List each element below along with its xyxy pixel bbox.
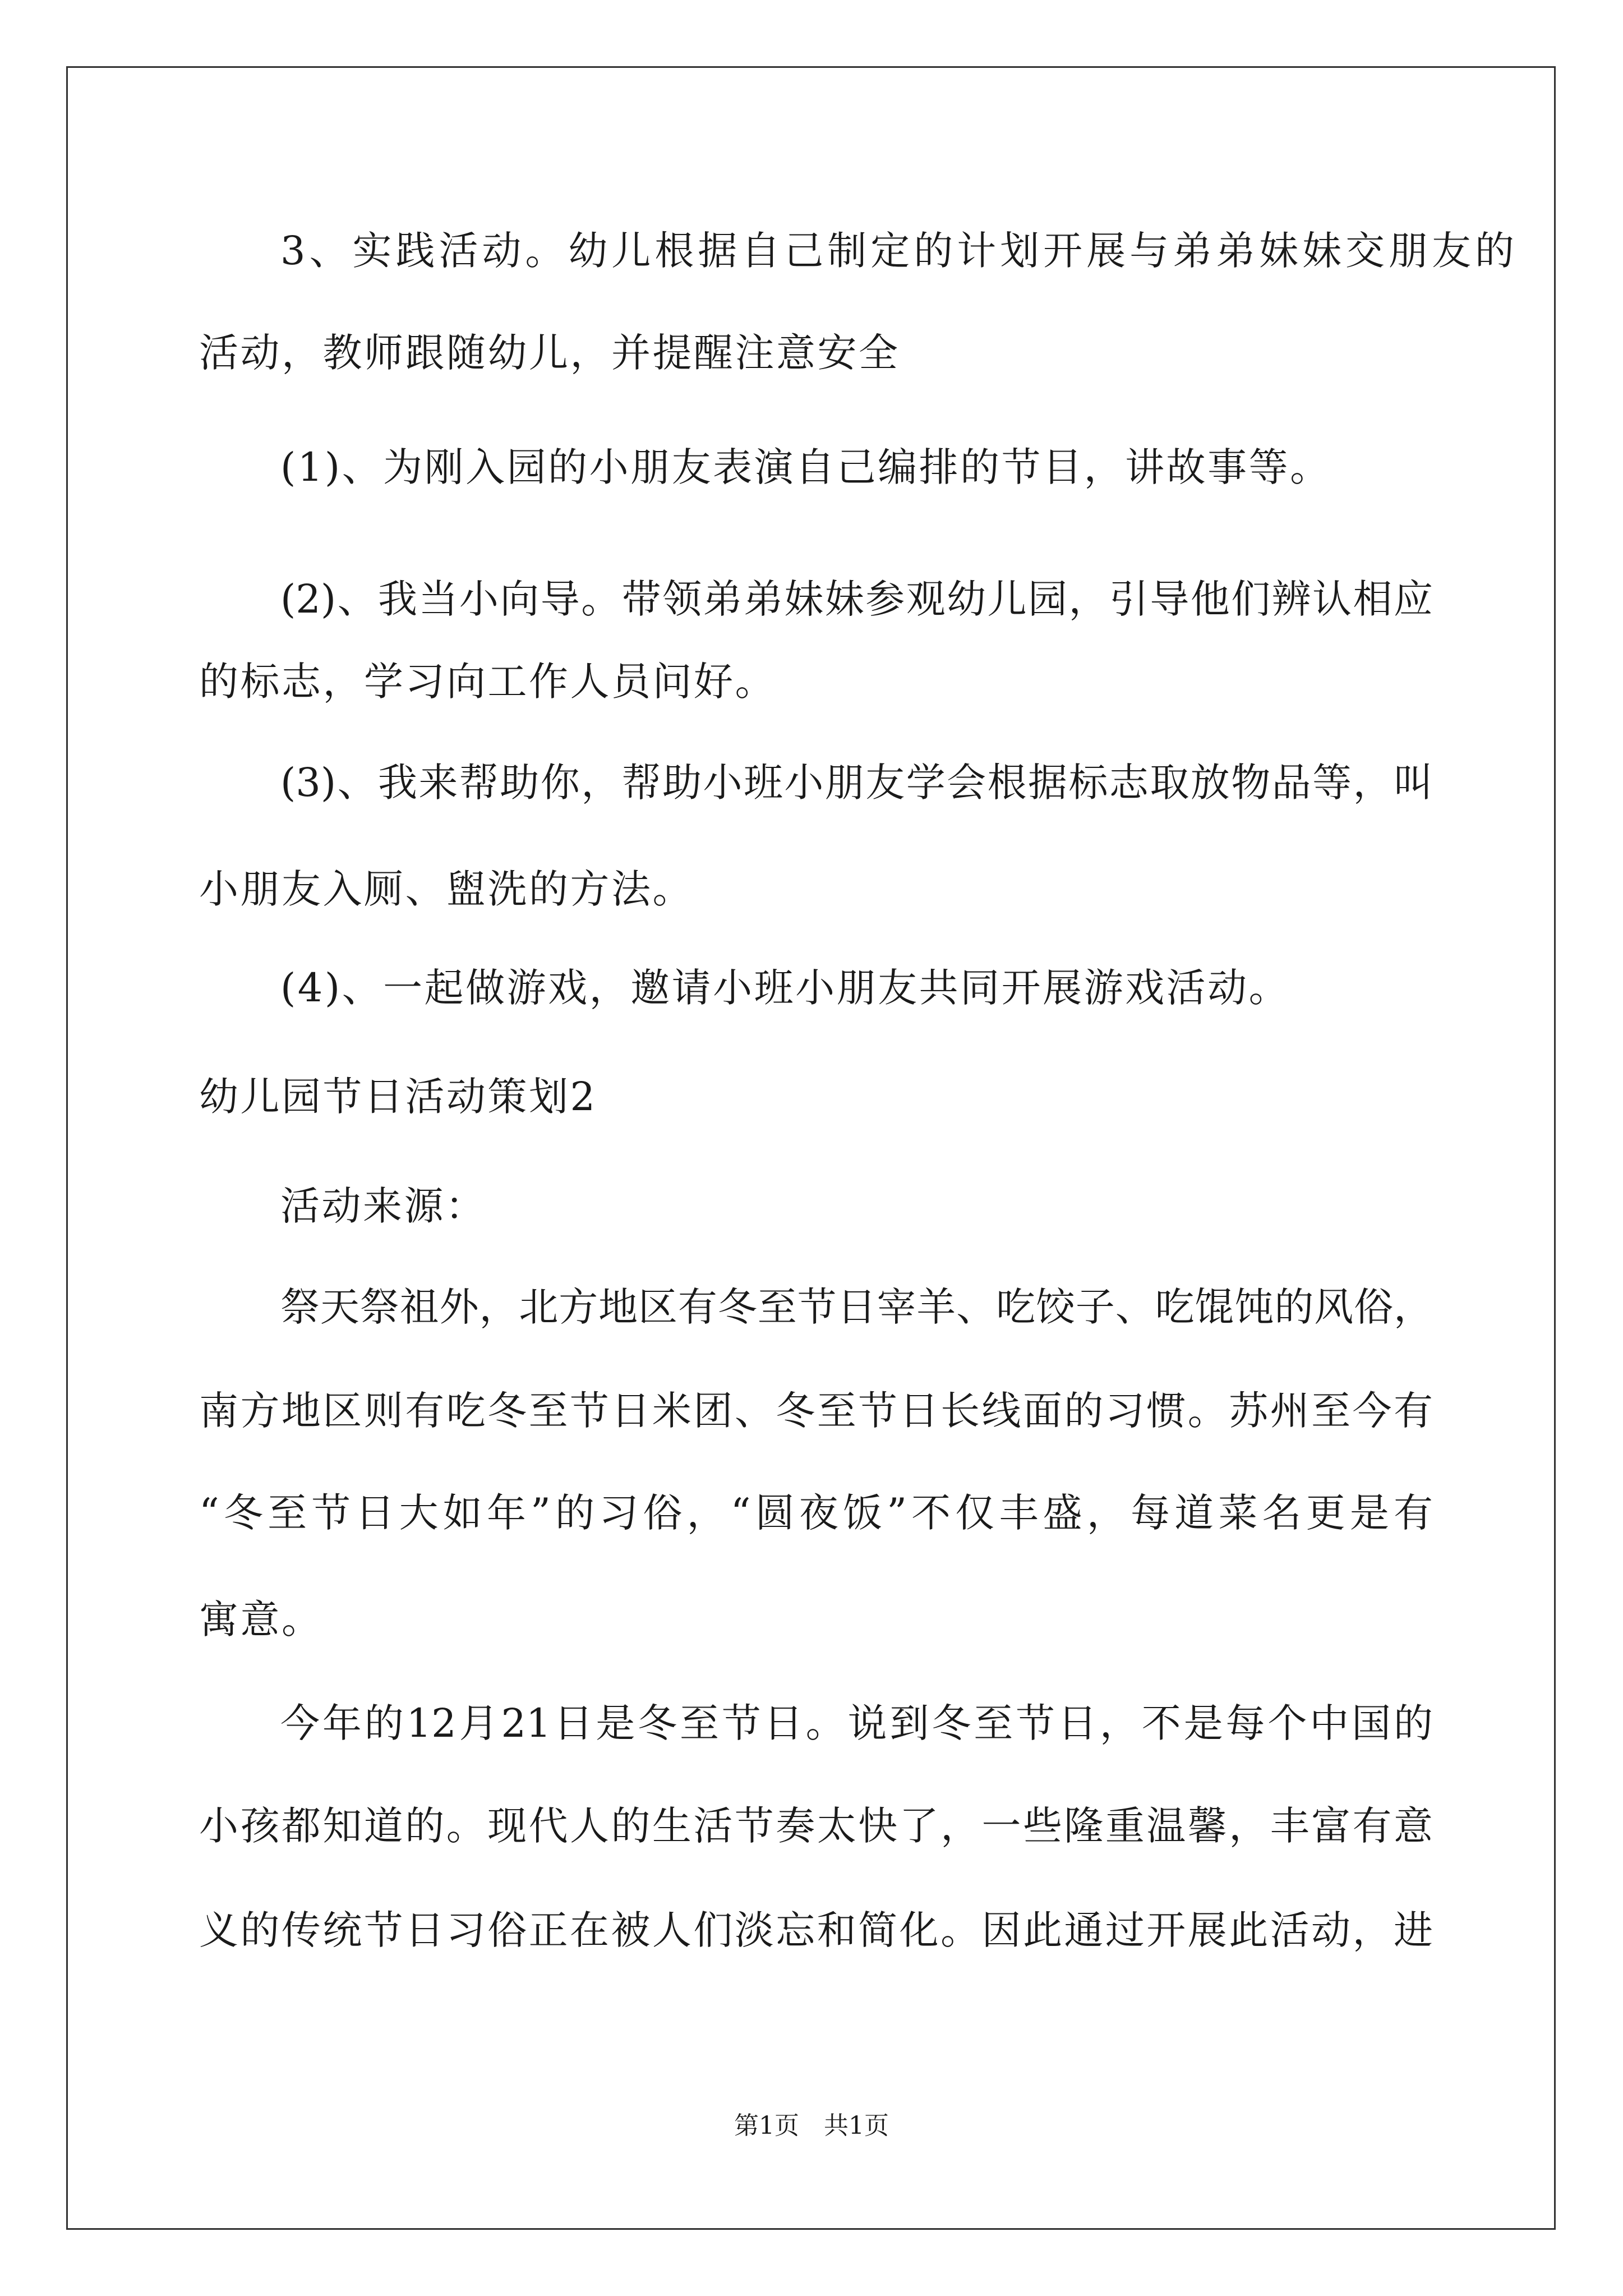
paragraph-line: 今年的12月21日是冬至节日。说到冬至节日，不是每个中国的 [280,1700,1433,1746]
paragraph-line: 小孩都知道的。现代人的生活节奏太快了，一些隆重温馨，丰富有意 [199,1803,1433,1849]
paragraph-line: (2)、我当小向导。带领弟弟妹妹参观幼儿园，引导他们辨认相应 [280,576,1433,622]
paragraph-line: (3)、我来帮助你，帮助小班小朋友学会根据标志取放物品等，叫 [280,760,1433,806]
paragraph-line: 活动，教师跟随幼儿，并提醒注意安全 [199,330,900,376]
paragraph-line: 寓意。 [199,1596,323,1642]
paragraph-line: 的标志，学习向工作人员问好。 [199,659,776,705]
paragraph-line: 小朋友入厕、盥洗的方法。 [199,866,694,912]
paragraph-line: 活动来源： [280,1183,487,1229]
paragraph-line: 祭天祭祖外，北方地区有冬至节日宰羊、吃饺子、吃馄饨的风俗， [280,1284,1433,1330]
paragraph-line: 3、实践活动。幼儿根据自己制定的计划开展与弟弟妹妹交朋友的 [280,228,1514,274]
section-heading: 幼儿园节日活动策划2 [199,1074,597,1120]
paragraph-line: 义的传统节日习俗正在被人们淡忘和简化。因此通过开展此活动，进 [199,1907,1433,1953]
paragraph-line: (4)、一起做游戏，邀请小班小朋友共同开展游戏活动。 [280,965,1290,1011]
page-footer: 第1页 共1页 [734,2111,889,2140]
paragraph-line: (1)、为刚入园的小朋友表演自己编排的节目，讲故事等。 [280,444,1331,490]
paragraph-line: “冬至节日大如年”的习俗，“圆夜饭”不仅丰盛，每道菜名更是有 [199,1490,1433,1536]
paragraph-line: 南方地区则有吃冬至节日米团、冬至节日长线面的习惯。苏州至今有 [199,1388,1433,1434]
